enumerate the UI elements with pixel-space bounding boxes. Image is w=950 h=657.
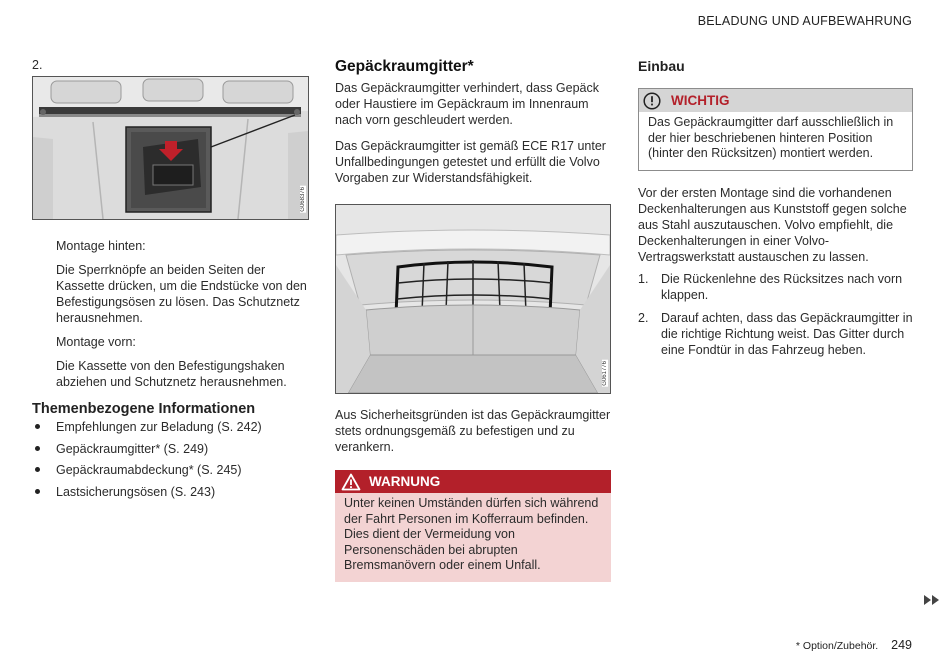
figure-cargo-grille (335, 204, 611, 394)
footnote-option: * Option/Zubehör. (795, 640, 879, 652)
cassette-illustration (33, 77, 308, 219)
column-right (638, 58, 913, 365)
step-number: 1. (638, 271, 649, 286)
step-text: Darauf achten, dass das Gepäckraumgitter in die richtige Richtung weist. Das Gitter durch eine Fondtür in das Fahrzeug heben. (661, 310, 913, 357)
paragraph-certification: Das Gepäckraumgitter ist gemäß ECE R17 unter Unfallbedingungen getestet und erfüllt die Volvo Vorgaben zur Widerstandsfähigkeit. (335, 139, 606, 185)
cargo-grille-illustration (336, 205, 610, 393)
important-label: WICHTIG (671, 93, 730, 108)
warning-label: WARNUNG (369, 474, 441, 489)
page-footer (796, 638, 912, 652)
warning-box (335, 470, 611, 582)
related-info-heading: Themenbezogene Informationen (32, 401, 256, 417)
installation-step (638, 271, 913, 303)
page-number: 249 (891, 638, 912, 652)
paragraph-safety: Aus Sicherheitsgründen ist das Gepäckraumgitter stets ordnungsgemäß zu befestigen und zu verankern. (335, 408, 611, 454)
continue-indicator (924, 592, 940, 610)
running-header: BELADUNG UND AUFBEWAHRUNG (697, 14, 912, 28)
related-links-list (32, 419, 309, 500)
figure-id: G061776 (602, 361, 608, 386)
warning-header (335, 470, 611, 493)
step-number: 2. (638, 310, 649, 325)
double-triangle-right-icon (924, 595, 940, 605)
exclamation-circle-icon (643, 92, 661, 110)
paragraph-installation-intro: Vor der ersten Montage sind die vorhandenen Deckenhalterungen aus Kunststoff gegen solche aus Stahl auszutauschen. Volvo empfiehlt, die Deckenhalterungen in einer Volvo-Vertragswerkstatt austauschen zu lassen. (638, 185, 907, 264)
step-number: 2. (32, 58, 43, 72)
column-left (32, 58, 309, 505)
important-box (638, 88, 913, 171)
paragraph-intro: Das Gepäckraumgitter verhindert, dass Gepäck oder Haustiere im Gepäckraum im Innenraum nach vorn geschleudert werden. (335, 81, 600, 127)
paragraph-mount-front-label: Montage vorn: (56, 335, 136, 349)
related-link[interactable]: Gepäckraumgitter* (S. 249) (32, 441, 309, 457)
section-title: Gepäckraumgitter* (335, 58, 474, 75)
paragraph-mount-front-text: Die Kassette von den Befestigungshaken abziehen und Schutznetz herausnehmen. (56, 359, 287, 389)
paragraph-mount-rear-label: Montage hinten: (56, 239, 146, 253)
figure-cassette-removal (32, 76, 309, 220)
step-text: Die Rückenlehne des Rücksitzes nach vorn klappen. (661, 271, 903, 302)
warning-triangle-icon (341, 473, 361, 491)
related-link[interactable]: Lastsicherungsösen (S. 243) (32, 484, 309, 500)
installation-steps (638, 271, 913, 358)
related-link[interactable]: Gepäckraumabdeckung* (S. 245) (32, 462, 309, 478)
related-link[interactable]: Empfehlungen zur Beladung (S. 242) (32, 419, 309, 435)
important-header (639, 89, 912, 112)
figure-id: G068376 (300, 187, 306, 212)
installation-step (638, 310, 913, 358)
important-text: Das Gepäckraumgitter darf ausschließlich in der hier beschriebenen hinteren Position (hinter den Rücksitzen) montiert werden. (648, 115, 894, 160)
warning-text: Unter keinen Umständen dürfen sich während der Fahrt Personen im Kofferraum befinden. Dies dient der Vermeidung von Personenschäden bei abrupten Bremsmanövern oder einem Unfall. (344, 496, 599, 572)
installation-heading: Einbau (638, 58, 685, 74)
paragraph-mount-rear-text: Die Sperrknöpfe an beiden Seiten der Kassette drücken, um die Endstücke von den Befestigungsösen zu lösen. Das Schutznetz herausnehmen. (56, 263, 307, 325)
column-middle (335, 58, 611, 582)
